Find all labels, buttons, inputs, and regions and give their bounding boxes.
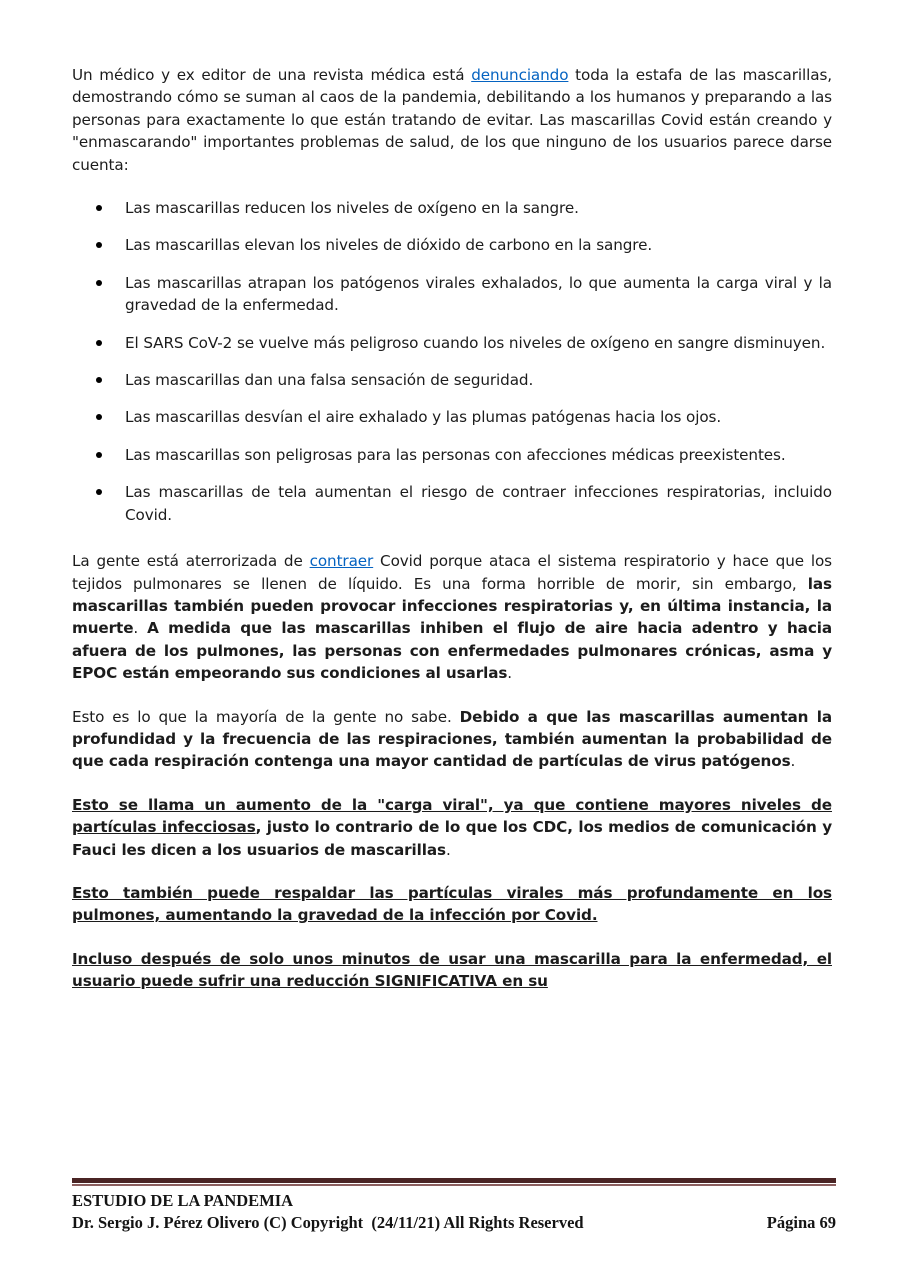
bullet-icon xyxy=(96,340,102,346)
footer-page-number: Página 69 xyxy=(766,1213,836,1232)
list-item xyxy=(72,272,832,317)
list-item xyxy=(72,481,832,526)
bullet-icon xyxy=(96,242,102,248)
paragraph-text: Esto es lo que la mayoría de la gente no sabe. xyxy=(72,707,460,726)
bullet-icon xyxy=(96,489,102,495)
paragraph-text: La gente está aterrorizada de xyxy=(72,552,310,571)
paragraph-bold-underline-text: Incluso después de solo unos minutos de usar una mascarilla para la enfermedad, el usuario puede sufrir una reducción SIGNIFICATIVA en su xyxy=(72,949,832,991)
list-item-text: El SARS CoV-2 se vuelve más peligroso cuando los niveles de oxígeno en sangre disminuyen. xyxy=(125,333,826,352)
paragraph-intro xyxy=(72,64,832,176)
list-item xyxy=(72,369,832,391)
paragraph-mayoria xyxy=(72,706,832,773)
paragraph-text: . xyxy=(507,664,513,683)
paragraph-carga-viral xyxy=(72,794,832,861)
list-item-text: Las mascarillas elevan los niveles de dióxido de carbono en la sangre. xyxy=(125,236,653,255)
paragraph-bold-text: A medida que las mascarillas inhiben el flujo de aire hacia adentro y hacia afuera de los pulmones, las personas con enfermedades pulmonares crónicas, asma y EPOC están empeorando sus condiciones al usarlas xyxy=(72,619,832,683)
paragraph-bold-text: Debido a que las mascarillas aumentan la profundidad y la frecuencia de las respiraciones, también aumentan la probabilidad de que cada respiración contenga una mayor cantidad de partículas de virus patógenos xyxy=(72,707,832,771)
paragraph-incluso xyxy=(72,948,832,993)
paragraph-text: Covid porque ataca el sistema respiratorio y hace que los tejidos pulmonares se llenen de líquido. Es una forma horrible de morir, sin embargo, xyxy=(72,552,832,593)
list-item xyxy=(72,444,832,466)
bullet-icon xyxy=(96,205,102,211)
bullet-icon xyxy=(96,280,102,286)
footer-document-title: ESTUDIO DE LA PANDEMIA xyxy=(72,1191,294,1210)
paragraph-text: . xyxy=(445,840,451,859)
paragraph-text: Un médico y ex editor de una revista médica está xyxy=(72,66,472,84)
footer-copyright-line xyxy=(72,1212,836,1234)
paragraph-bold-text: las mascarillas también pueden provocar infecciones respiratorias y, en última instancia, la muerte xyxy=(72,574,832,638)
list-item-text: Las mascarillas de tela aumentan el riesgo de contraer infecciones respiratorias, incluido Covid. xyxy=(125,483,832,524)
paragraph-contraer xyxy=(72,550,832,684)
list-item-text: Las mascarillas desvían el aire exhalado y las plumas patógenas hacia los ojos. xyxy=(125,408,722,427)
list-item xyxy=(72,406,832,428)
paragraph-text: toda la estafa de las mascarillas, demostrando cómo se suman al caos de la pandemia, debilitando a los humanos y preparando a las personas para exactamente lo que están tratando de evitar. Las mascarillas Covid están creando y "enmascarando" importantes problemas de salud, de los que ninguno de los usuarios parece darse cuenta: xyxy=(72,66,833,174)
paragraph-text: . xyxy=(133,619,148,638)
list-item-text: Las mascarillas son peligrosas para las personas con afecciones médicas preexistentes. xyxy=(125,445,786,464)
list-item-text: Las mascarillas atrapan los patógenos virales exhalados, lo que aumenta la carga viral y la gravedad de la enfermedad. xyxy=(125,273,832,315)
paragraph-respaldar xyxy=(72,882,832,927)
footer-copyright-text: Dr. Sergio J. Pérez Olivero (C) Copyright (24/11/21) All Rights Reserved xyxy=(72,1213,584,1232)
hyperlink-denunciando[interactable]: denunciando xyxy=(471,66,569,84)
paragraph-bold-underline-text: Esto se llama un aumento de la "carga viral", ya que contiene mayores niveles de partículas infecciosas xyxy=(72,795,832,837)
list-item-text: Las mascarillas dan una falsa sensación de seguridad. xyxy=(125,371,534,390)
bullet-icon xyxy=(96,377,102,383)
paragraph-text: . xyxy=(790,752,796,771)
paragraph-bold-text: , justo lo contrario de lo que los CDC, los medios de comunicación y Fauci les dicen a los usuarios de mascarillas xyxy=(72,818,832,859)
document-body xyxy=(72,64,832,1014)
hyperlink-contraer[interactable]: contraer xyxy=(309,552,374,571)
footer-rule-thin xyxy=(72,1184,836,1186)
bullet-icon xyxy=(96,452,102,458)
paragraph-bold-underline-text: Esto también puede respaldar las partículas virales más profundamente en los pulmones, aumentando la gravedad de la infección por Covid. xyxy=(72,883,832,925)
page-footer xyxy=(72,1178,836,1234)
bullet-list xyxy=(72,197,832,526)
list-item xyxy=(72,197,832,219)
list-item-text: Las mascarillas reducen los niveles de oxígeno en la sangre. xyxy=(125,199,579,218)
list-item xyxy=(72,234,832,256)
list-item xyxy=(72,332,832,354)
footer-rule-thick xyxy=(72,1178,836,1183)
bullet-icon xyxy=(96,414,102,420)
